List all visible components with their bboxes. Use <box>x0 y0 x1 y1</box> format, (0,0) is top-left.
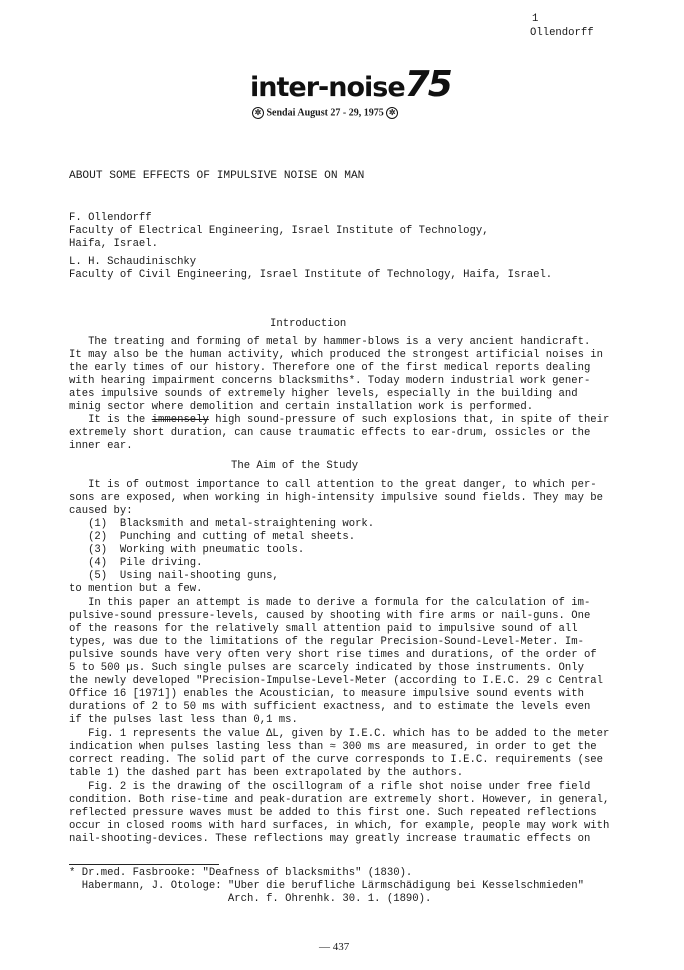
running-author: Ollendorff <box>530 27 594 39</box>
body-line: durations of 2 to 50 ms with sufficient exactness, and to estimate the levels even <box>69 701 591 713</box>
section-heading-aim: The Aim of the Study <box>231 460 359 472</box>
footnote-line: * Dr.med. Fasbrooke: "Deafness of blacksmiths" (1830). <box>69 867 413 879</box>
body-line: ates impulsive sounds of extremely higher levels, especially in the building and <box>69 388 578 400</box>
page-number: 1 <box>532 13 539 25</box>
body-line: with hearing impairment concerns blacksmiths*. Today modern industrial work gener- <box>69 375 591 387</box>
text-run: It is the <box>69 414 152 426</box>
body-line: the newly developed "Precision-Impulse-Level-Meter (according to I.E.C. 29 c Central <box>69 675 604 687</box>
body-line: of the reasons for the relatively small attention paid to impulsive sound of all <box>69 623 578 635</box>
footnote-rule <box>69 864 219 865</box>
body-line: Office 16 [1971]) enables the Acoustician, to measure impulsive sound events with <box>69 688 584 700</box>
conference-emblem-icon: ✲ <box>252 107 264 119</box>
body-line: pulsive sounds have very often very short rise times and durations, of the order of <box>69 649 597 661</box>
body-line: condition. Both rise-time and peak-duration are extremely short. However, in general, <box>69 794 610 806</box>
body-line: caused by: <box>69 505 133 517</box>
list-item: (4) Pile driving. <box>69 557 203 569</box>
body-line: indication when pulses lasting less than ≈ 300 ms are measured, in order to get the <box>69 741 597 753</box>
body-line: occur in closed rooms with hard surfaces, in which, for example, people may work with <box>69 820 610 832</box>
body-line: 5 to 500 µs. Such single pulses are scarcely indicated by those instruments. Only <box>69 662 584 674</box>
author-2-name: L. H. Schaudinischky <box>69 256 197 268</box>
conference-date: Sendai August 27 - 29, 1975 <box>266 107 384 119</box>
body-line: if the pulses last less than 0,1 ms. <box>69 714 298 726</box>
logo-word: inter-noise <box>250 72 405 103</box>
body-line: the early times of our history. Therefore one of the first medical reports dealing <box>69 362 591 374</box>
body-line: It is of outmost importance to call attention to the great danger, to which per- <box>69 479 597 491</box>
body-line: extremely short duration, can cause traumatic effects to ear-drum, ossicles or the <box>69 427 591 439</box>
text-run: high sound-pressure of such explosions that, in spite of their <box>208 414 610 426</box>
footnote-line: Arch. f. Ohrenhk. 30. 1. (1890). <box>69 893 432 905</box>
body-line: types, was due to the limitations of the regular Precision-Sound-Level-Meter. Im- <box>69 636 584 648</box>
list-item: (5) Using nail-shooting guns, <box>69 570 279 582</box>
body-line: reflected pressure waves must be added to this first one. Such repeated reflections <box>69 807 597 819</box>
body-line: correct reading. The solid part of the curve corresponds to I.E.C. requirements (see <box>69 754 604 766</box>
page-footer-number: — 437 <box>319 941 350 953</box>
conference-line <box>252 107 398 119</box>
body-line: In this paper an attempt is made to derive a formula for the calculation of im- <box>69 597 591 609</box>
logo-year: 75 <box>404 64 451 105</box>
body-line: Fig. 2 is the drawing of the oscillogram of a rifle shot noise under free field <box>69 781 591 793</box>
author-1-affiliation-city: Haifa, Israel. <box>69 238 159 250</box>
conference-emblem-icon: ✲ <box>386 107 398 119</box>
author-1-name: F. Ollendorff <box>69 212 152 224</box>
conference-logo <box>250 64 451 105</box>
body-line: pulsive-sound pressure-levels, caused by shooting with fire arms or nail-guns. One <box>69 610 591 622</box>
list-item: (3) Working with pneumatic tools. <box>69 544 305 556</box>
list-item: (1) Blacksmith and metal-straightening work. <box>69 518 375 530</box>
body-line: table 1) the dashed part has been extrapolated by the authors. <box>69 767 464 779</box>
body-line: nail-shooting-devices. These reflections may greatly increase traumatic effects on <box>69 833 591 845</box>
author-2-affiliation: Faculty of Civil Engineering, Israel Institute of Technology, Haifa, Israel. <box>69 269 553 281</box>
body-line: It may also be the human activity, which produced the strongest artificial noises in <box>69 349 604 361</box>
body-line: inner ear. <box>69 440 133 452</box>
body-line: The treating and forming of metal by hammer-blows is a very ancient handicraft. <box>69 336 591 348</box>
list-item: (2) Punching and cutting of metal sheets. <box>69 531 356 543</box>
body-line: Fig. 1 represents the value ΔL, given by I.E.C. which has to be added to the meter <box>69 728 610 740</box>
author-1-affiliation: Faculty of Electrical Engineering, Israel Institute of Technology, <box>69 225 489 237</box>
body-line: minig sector where demolition and certain installation work is performed. <box>69 401 534 413</box>
paper-title: ABOUT SOME EFFECTS OF IMPULSIVE NOISE ON MAN <box>69 170 365 182</box>
footnote-line: Habermann, J. Otologe: "Uber die berufliche Lärmschädigung bei Kesselschmieden" <box>69 880 584 892</box>
section-heading-introduction: Introduction <box>270 318 347 330</box>
body-line <box>69 414 609 427</box>
struck-word: immensely <box>151 414 209 426</box>
body-line: to mention but a few. <box>69 583 203 595</box>
body-line: sons are exposed, when working in high-intensity impulsive sound fields. They may be <box>69 492 604 504</box>
